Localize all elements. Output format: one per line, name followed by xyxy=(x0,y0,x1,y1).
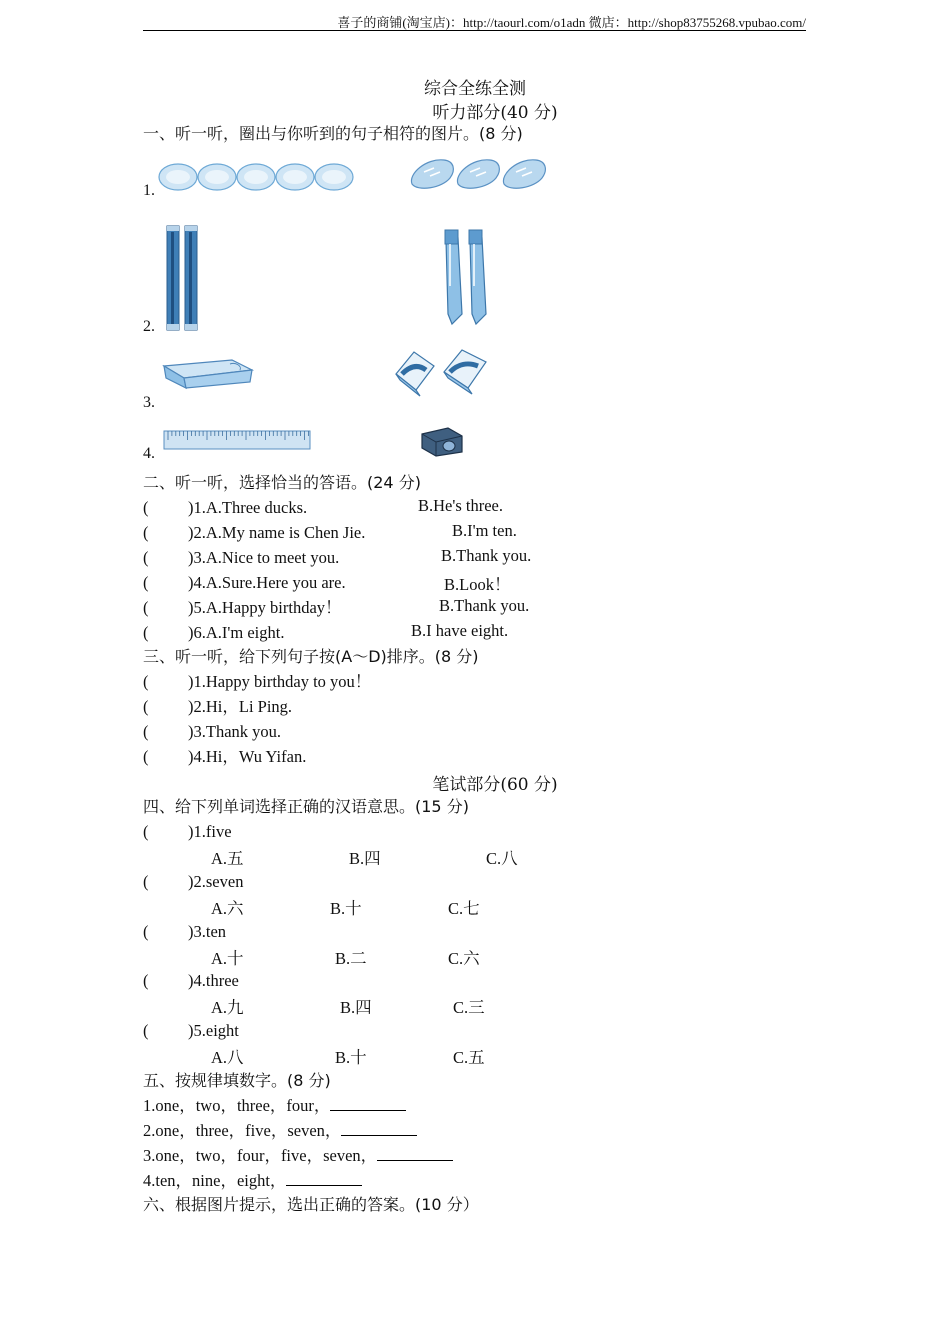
s4-q3-option-c: C.六 xyxy=(448,949,480,968)
s2-q4-option-b: B.Look！ xyxy=(444,575,511,594)
s4-q5 xyxy=(143,1019,239,1043)
listening-title: 听力部分(40 分) xyxy=(432,103,558,123)
s2-q5-option-b: B.Thank you. xyxy=(439,596,530,615)
item2-number: 2. xyxy=(143,318,155,335)
section3-heading: 三、听一听，给下列句子按(A～D)排序。(8 分) xyxy=(143,647,479,666)
item4-number: 4. xyxy=(143,445,155,462)
question-text: )4.three xyxy=(188,971,239,990)
question-text: )3.A.Nice to meet you. xyxy=(188,548,340,567)
answer-paren[interactable]: ( xyxy=(143,971,149,990)
s4-q4-option-c: C.三 xyxy=(453,998,485,1017)
header-divider xyxy=(143,30,806,31)
s4-q2-option-b: B.十 xyxy=(330,899,362,918)
rulers-icon xyxy=(162,224,202,332)
question-text: )1.five xyxy=(188,822,232,841)
answer-paren[interactable]: ( xyxy=(143,598,149,617)
page-header: 喜子的商铺(淘宝店)：http://taourl.com/o1adn 微店：http://shop83755268.vpubao.com/ xyxy=(337,15,806,30)
answer-paren[interactable]: ( xyxy=(143,722,149,741)
question-text: )1.Happy birthday to you！ xyxy=(188,672,372,691)
plates-icon xyxy=(158,146,368,194)
s4-q1 xyxy=(143,820,232,844)
sequence-text: 1.one，two，three，four， xyxy=(143,1096,331,1115)
s2-q6-option-b: B.I have eight. xyxy=(411,621,509,640)
s4-q2-option-a: A.六 xyxy=(211,899,244,918)
answer-blank[interactable] xyxy=(377,1146,453,1161)
question-text: )2.seven xyxy=(188,872,244,891)
question-text: )2.Hi，Li Ping. xyxy=(188,697,293,716)
s4-q1-option-b: B.四 xyxy=(349,849,381,868)
s4-q4 xyxy=(143,969,239,993)
answer-paren[interactable]: ( xyxy=(143,523,149,542)
s4-q5-option-c: C.五 xyxy=(453,1048,485,1067)
s3-q3 xyxy=(143,720,281,744)
item1-number: 1. xyxy=(143,182,155,199)
s4-q2 xyxy=(143,870,243,894)
s3-q1 xyxy=(143,670,371,694)
s4-q5-option-b: B.十 xyxy=(335,1048,367,1067)
s4-q1-option-a: A.五 xyxy=(211,849,244,868)
question-text: )3.ten xyxy=(188,922,227,941)
question-text: )6.A.I'm eight. xyxy=(188,623,285,642)
sequence-text: 2.one，three，five，seven， xyxy=(143,1121,342,1140)
s4-q3-option-a: A.十 xyxy=(211,949,244,968)
section1-heading: 一、听一听，圈出与你听到的句子相符的图片。(8 分) xyxy=(143,124,523,143)
s4-q4-option-a: A.九 xyxy=(211,998,244,1017)
question-text: )4.A.Sure.Here you are. xyxy=(188,573,346,592)
answer-paren[interactable]: ( xyxy=(143,672,149,691)
item3-number: 3. xyxy=(143,394,155,411)
sequence-text: 3.one，two，four，five，seven， xyxy=(143,1146,378,1165)
question-text: )2.A.My name is Chen Jie. xyxy=(188,523,366,542)
answer-paren[interactable]: ( xyxy=(143,498,149,517)
s5-q2 xyxy=(143,1119,417,1143)
section5-heading: 五、按规律填数字。(8 分) xyxy=(143,1071,331,1090)
s2-q5 xyxy=(143,596,342,620)
answer-paren[interactable]: ( xyxy=(143,872,149,891)
answer-paren[interactable]: ( xyxy=(143,623,149,642)
s2-q3-option-b: B.Thank you. xyxy=(441,546,532,565)
s2-q4 xyxy=(143,571,346,595)
s4-q5-option-a: A.八 xyxy=(211,1048,244,1067)
s2-q2 xyxy=(143,521,365,545)
answer-paren[interactable]: ( xyxy=(143,922,149,941)
erasers-icon xyxy=(392,344,500,402)
sharpener-icon xyxy=(418,424,468,458)
answer-paren[interactable]: ( xyxy=(143,822,149,841)
s4-q4-option-b: B.四 xyxy=(340,998,372,1017)
section2-heading: 二、听一听，选择恰当的答语。(24 分) xyxy=(143,473,421,492)
s2-q3 xyxy=(143,546,339,570)
section4-heading: 四、给下列单词选择正确的汉语意思。(15 分) xyxy=(143,797,469,816)
s4-q1-option-c: C.八 xyxy=(486,849,518,868)
answer-paren[interactable]: ( xyxy=(143,697,149,716)
question-text: )5.eight xyxy=(188,1021,239,1040)
answer-blank[interactable] xyxy=(330,1096,406,1111)
answer-paren[interactable]: ( xyxy=(143,573,149,592)
s2-q6 xyxy=(143,621,284,645)
s5-q4 xyxy=(143,1169,362,1193)
section6-heading: 六、根据图片提示，选出正确的答案。(10 分） xyxy=(143,1195,479,1214)
bread-icon xyxy=(408,150,550,194)
written-title: 笔试部分(60 分) xyxy=(432,775,558,795)
answer-blank[interactable] xyxy=(286,1171,362,1186)
answer-paren[interactable]: ( xyxy=(143,747,149,766)
page-title: 综合全练全测 xyxy=(424,79,526,99)
answer-paren[interactable]: ( xyxy=(143,548,149,567)
s4-q2-option-c: C.七 xyxy=(448,899,480,918)
s2-q2-option-b: B.I'm ten. xyxy=(452,521,517,540)
sequence-text: 4.ten，nine，eight， xyxy=(143,1171,287,1190)
question-text: )5.A.Happy birthday！ xyxy=(188,598,342,617)
answer-paren[interactable]: ( xyxy=(143,1021,149,1040)
s5-q1 xyxy=(143,1094,406,1118)
s3-q4 xyxy=(143,745,306,769)
s2-q1-option-b: B.He's three. xyxy=(418,496,503,515)
pens-icon xyxy=(438,226,498,328)
s4-q3 xyxy=(143,920,226,944)
s4-q3-option-b: B.二 xyxy=(335,949,367,968)
s2-q1 xyxy=(143,496,307,520)
answer-blank[interactable] xyxy=(341,1121,417,1136)
ruler-icon xyxy=(162,428,312,452)
question-text: )4.Hi，Wu Yifan. xyxy=(188,747,307,766)
pencil-box-icon xyxy=(160,352,256,392)
question-text: )1.A.Three ducks. xyxy=(188,498,308,517)
s3-q2 xyxy=(143,695,292,719)
question-text: )3.Thank you. xyxy=(188,722,282,741)
s5-q3 xyxy=(143,1144,453,1168)
